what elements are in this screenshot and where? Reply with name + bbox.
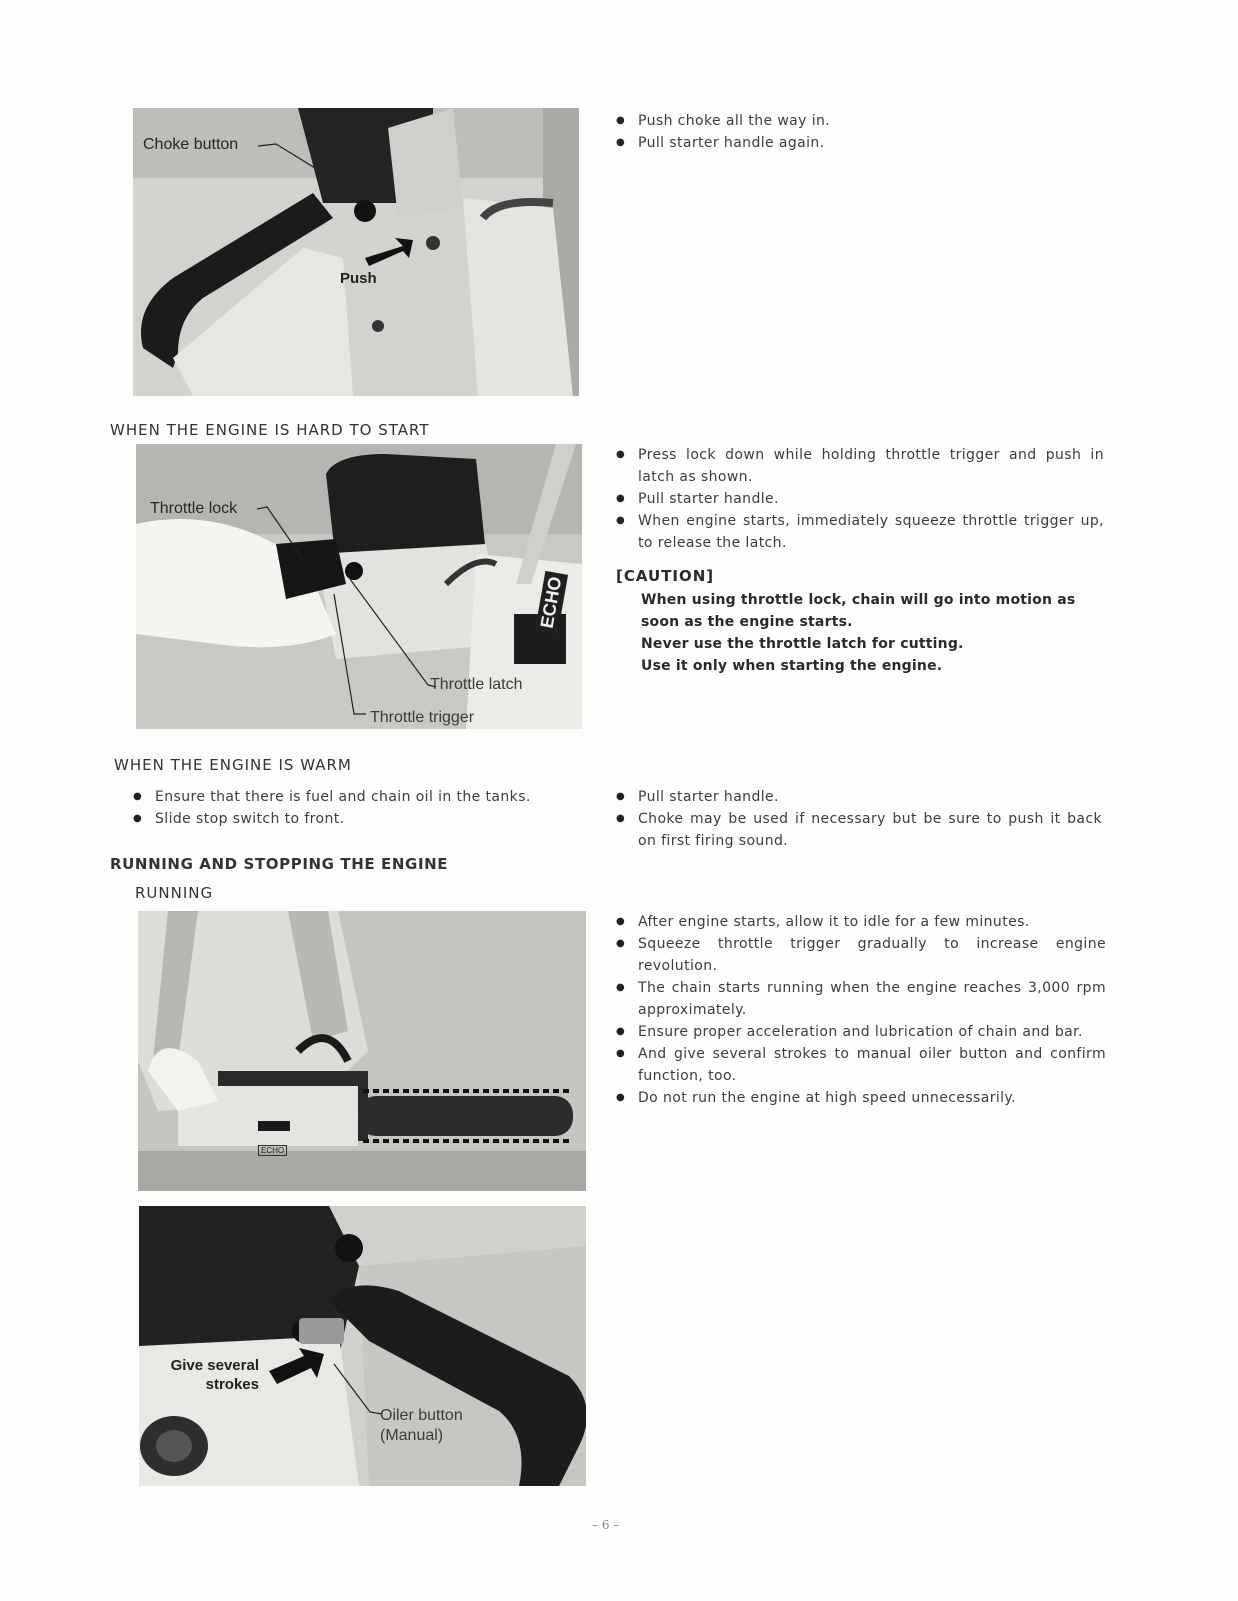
choke-button-label: Choke button	[143, 136, 239, 153]
list-item: ● Pull starter handle.	[616, 488, 1104, 510]
list-item: ● Pull starter handle again.	[616, 132, 1086, 154]
throttle-latch-label: Throttle latch	[430, 676, 523, 693]
running-steps-list	[616, 911, 1106, 1109]
photo-oiler-button	[139, 1206, 586, 1486]
throttle-lock-leader	[255, 505, 315, 565]
hard-start-steps-list	[616, 444, 1104, 554]
running-photo-illustration	[138, 911, 586, 1191]
caution-body	[641, 589, 1101, 677]
running-sub-heading: RUNNING	[135, 884, 214, 902]
push-label: Push	[340, 270, 377, 287]
caution-line: Never use the throttle latch for cutting.	[641, 636, 964, 652]
give-strokes-line1: Give several	[170, 1357, 259, 1374]
list-item: ● Slide stop switch to front.	[133, 808, 573, 830]
list-item: ● Press lock down while holding throttle trigger and push in latch as shown.	[616, 444, 1104, 488]
photo-running-chainsaw	[138, 911, 586, 1191]
list-item: ● Pull starter handle.	[616, 786, 1102, 808]
caution-title: [CAUTION]	[616, 567, 715, 585]
warm-heading: WHEN THE ENGINE IS WARM	[114, 756, 352, 774]
oiler-photo-illustration	[139, 1206, 586, 1486]
warm-left-steps-list	[133, 786, 573, 830]
list-item: ● Squeeze throttle trigger gradually to increase engine revolution.	[616, 933, 1106, 977]
list-item: ● Do not run the engine at high speed unnecessarily.	[616, 1087, 1106, 1109]
list-item: ● Ensure proper acceleration and lubrication of chain and bar.	[616, 1021, 1106, 1043]
caution-line: When using throttle lock, chain will go into motion as soon as the engine starts.	[641, 592, 1076, 630]
oiler-button-label	[380, 1406, 463, 1446]
choke-steps-list	[616, 110, 1086, 154]
throttle-lock-label: Throttle lock	[150, 500, 238, 517]
list-item: ● Push choke all the way in.	[616, 110, 1086, 132]
hard-start-heading: WHEN THE ENGINE IS HARD TO START	[110, 421, 430, 439]
list-item: ● After engine starts, allow it to idle for a few minutes.	[616, 911, 1106, 933]
list-item: ● When engine starts, immediately squeeze throttle trigger up, to release the latch.	[616, 510, 1104, 554]
echo-brand-mark: ECHO	[535, 571, 568, 634]
give-strokes-line2: strokes	[205, 1376, 259, 1393]
throttle-trigger-label: Throttle trigger	[370, 709, 475, 726]
give-strokes-label	[141, 1356, 259, 1394]
list-item: ● The chain starts running when the engine reaches 3,000 rpm approximately.	[616, 977, 1106, 1021]
page-number: – 6 –	[592, 1518, 620, 1532]
oiler-line1: Oiler button	[380, 1407, 463, 1424]
echo-brand-small: ECHO	[258, 1145, 287, 1156]
caution-line: Use it only when starting the engine.	[641, 658, 943, 674]
list-item: ● Choke may be used if necessary but be sure to push it back on first firing sound.	[616, 808, 1102, 852]
throttle-trigger-leader	[330, 590, 380, 720]
choke-leader-line	[256, 140, 366, 200]
oiler-line2: (Manual)	[380, 1427, 444, 1444]
running-section-heading: RUNNING AND STOPPING THE ENGINE	[110, 855, 449, 873]
warm-right-steps-list	[616, 786, 1102, 852]
list-item: ● And give several strokes to manual oiler button and confirm function, too.	[616, 1043, 1106, 1087]
list-item: ● Ensure that there is fuel and chain oil in the tanks.	[133, 786, 573, 808]
